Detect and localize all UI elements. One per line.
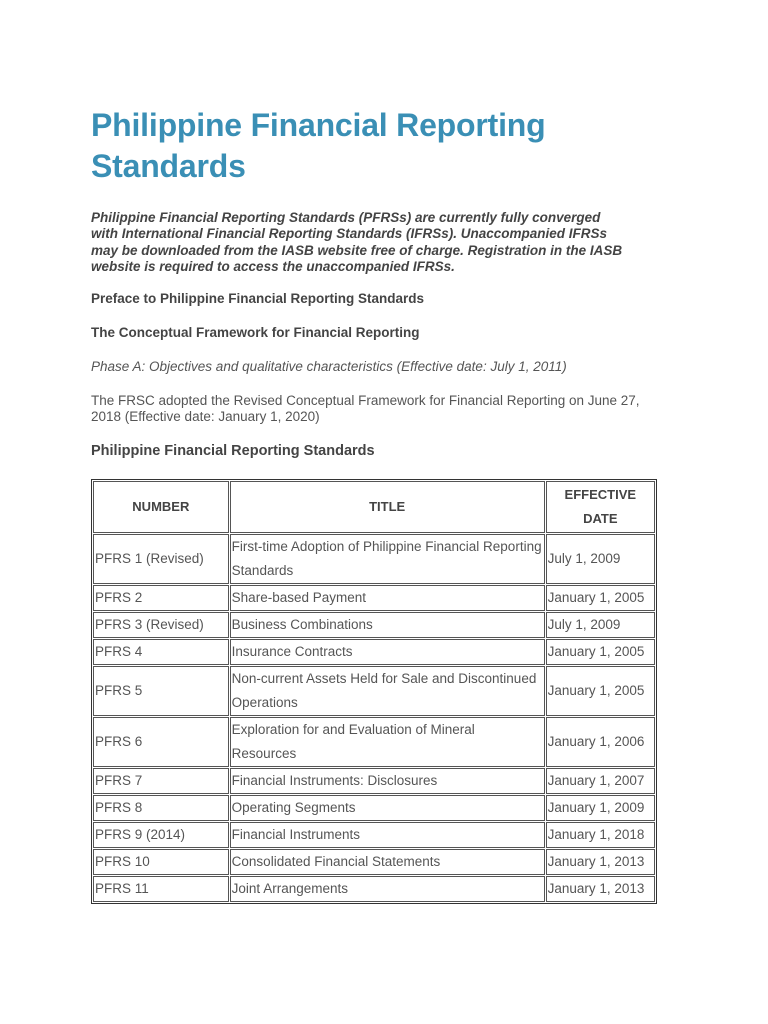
cell-title: Exploration for and Evaluation of Mineral Resources: [230, 717, 545, 767]
cell-number: PFRS 6: [93, 717, 229, 767]
column-header-number: NUMBER: [93, 481, 229, 533]
cell-title: Financial Instruments: Disclosures: [230, 768, 545, 794]
cell-effective-date: January 1, 2009: [546, 795, 655, 821]
column-header-effective-date: EFFECTIVE DATE: [546, 481, 655, 533]
table-header-row: [93, 481, 655, 533]
cell-effective-date: January 1, 2013: [546, 876, 655, 902]
cell-number: PFRS 10: [93, 849, 229, 875]
cell-number: PFRS 11: [93, 876, 229, 902]
cell-effective-date: January 1, 2005: [546, 585, 655, 611]
cell-number: PFRS 4: [93, 639, 229, 665]
cell-effective-date: January 1, 2007: [546, 768, 655, 794]
cell-effective-date: July 1, 2009: [546, 534, 655, 584]
table-row: [93, 585, 655, 611]
cell-effective-date: January 1, 2005: [546, 639, 655, 665]
cell-effective-date: January 1, 2013: [546, 849, 655, 875]
intro-paragraph: Philippine Financial Reporting Standards (PFRSs) are currently fully converged with International Financial Reporting Standards (IFRSs). Unaccompanied IFRSs may be downloaded from the IASB website free of charge. Registration in the IASB website is required to access the unaccompanied IFRSs.: [91, 210, 623, 274]
cell-title: Joint Arrangements: [230, 876, 545, 902]
table-row: [93, 768, 655, 794]
conceptual-framework-link[interactable]: The Conceptual Framework for Financial Reporting: [91, 325, 420, 340]
cell-title: Consolidated Financial Statements: [230, 849, 545, 875]
cell-effective-date: July 1, 2009: [546, 612, 655, 638]
table-row: [93, 822, 655, 848]
cell-number: PFRS 3 (Revised): [93, 612, 229, 638]
table-row: [93, 717, 655, 767]
table-row: [93, 639, 655, 665]
cell-title: Operating Segments: [230, 795, 545, 821]
cell-effective-date: January 1, 2006: [546, 717, 655, 767]
frsc-note: The FRSC adopted the Revised Conceptual Framework for Financial Reporting on June 27, 2018 (Effective date: January 1, 2020): [91, 393, 640, 424]
cell-title: Insurance Contracts: [230, 639, 545, 665]
cell-title: Business Combinations: [230, 612, 545, 638]
cell-number: PFRS 5: [93, 666, 229, 716]
table-body: [93, 534, 655, 902]
cell-number: PFRS 1 (Revised): [93, 534, 229, 584]
phase-note: Phase A: Objectives and qualitative characteristics (Effective date: July 1, 2011): [91, 359, 567, 374]
standards-table: [91, 479, 657, 904]
cell-number: PFRS 8: [93, 795, 229, 821]
cell-effective-date: January 1, 2018: [546, 822, 655, 848]
cell-number: PFRS 7: [93, 768, 229, 794]
cell-effective-date: January 1, 2005: [546, 666, 655, 716]
table-row: [93, 666, 655, 716]
page-title: Philippine Financial Reporting Standards: [91, 107, 546, 184]
table-row: [93, 849, 655, 875]
cell-number: PFRS 9 (2014): [93, 822, 229, 848]
section-heading: Philippine Financial Reporting Standards: [91, 443, 375, 459]
column-header-title: TITLE: [230, 481, 545, 533]
cell-number: PFRS 2: [93, 585, 229, 611]
cell-title: Share-based Payment: [230, 585, 545, 611]
table-row: [93, 534, 655, 584]
cell-title: First-time Adoption of Philippine Financial Reporting Standards: [230, 534, 545, 584]
preface-link[interactable]: Preface to Philippine Financial Reporting Standards: [91, 291, 425, 306]
cell-title: Non-current Assets Held for Sale and Discontinued Operations: [230, 666, 545, 716]
table-row: [93, 876, 655, 902]
cell-title: Financial Instruments: [230, 822, 545, 848]
table-row: [93, 612, 655, 638]
table-row: [93, 795, 655, 821]
